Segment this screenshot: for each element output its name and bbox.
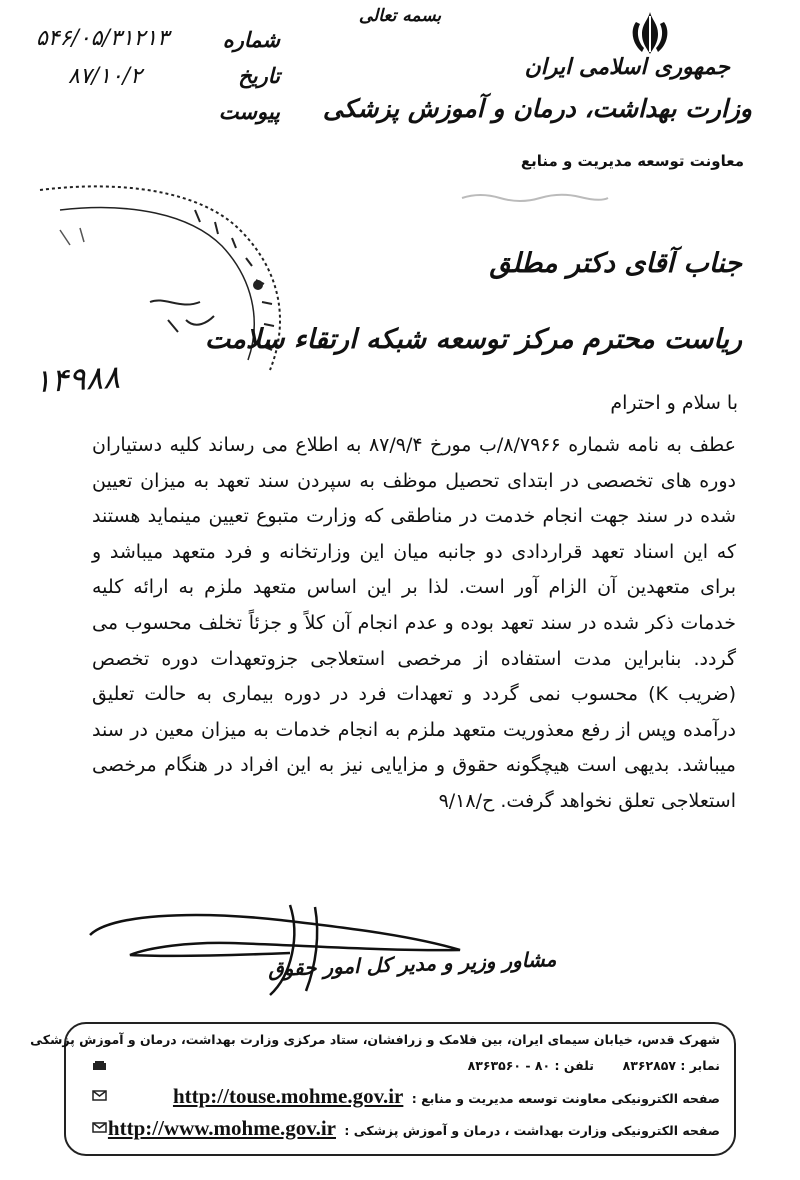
iran-emblem-icon bbox=[628, 8, 672, 58]
greeting: با سلام و احترام bbox=[610, 392, 738, 414]
footer-site1-label: صفحه الکترونیکی معاونت توسعه مدیریت و منابع : bbox=[411, 1091, 720, 1106]
bismillah: بسمه تعالی bbox=[358, 6, 442, 26]
letter-number: ۵۴۶/۰۵/۳۱۲۱۳ bbox=[36, 26, 169, 51]
footer-contact bbox=[468, 1058, 720, 1073]
deputy-title: معاونت توسعه مدیریت و منابع bbox=[520, 152, 744, 170]
footer-address: شهرک قدس، خیابان سیمای ایران، بین فلامک و زرافشان، ستاد مرکزی وزارت بهداشت، درمان و آموزش پزشکی bbox=[30, 1032, 720, 1047]
number-label: شماره bbox=[222, 28, 280, 52]
footer-site1-url[interactable]: http://touse.mohme.gov.ir bbox=[172, 1084, 404, 1108]
footer-box bbox=[30, 1022, 736, 1156]
mail-icon bbox=[92, 1122, 107, 1133]
republic-title: جمهوری اسلامی ایران bbox=[524, 54, 730, 80]
letter-body: عطف به نامه شماره ۸/۷۹۶۶/ب مورخ ۸۷/۹/۴ به اطلاع می رساند کلیه دستیاران دوره های تخصصی در ابتدای تحصیل موظف به سپردن سند تعهد به میزان تعیین شده در سند جهت انجام خدمت در مناطقی که وزارت متبوع تعیین مینماید هستند که این اسناد تعهد قراردادی دو جانبه میان این وزارتخانه و فرد متعهد میباشد و برای متعهدین آن الزام آور است. لذا بر این اساس متعهد ملزم به ارائه کلیه خدمات ذکر شده در سند تعهد بوده و عدم انجام آن کلاً و جزئاً تخلف محسوب می گردد. بنابراین مدت استفاده از مرخصی استعلاجی جزوتعهدات دوره تخصص (ضریب K) محسوب نمی گردد و تعهدات فرد در دوره بیماری به حالت تعلیق درآمده وپس از رفع معذوریت متعهد ملزم به انجام خدمات به میزان معین در سند میباشد. بدیهی است هیچگونه حقوق و مزایایی نیز به این افراد در هنگام مرخصی استعلاجی تعلق نخواهد گرفت. ح/۹/۱۸ bbox=[92, 434, 736, 812]
addressee-title: ریاست محترم مرکز توسعه شبکه ارتقاء سلامت bbox=[204, 324, 742, 355]
ministry-title: وزارت بهداشت، درمان و آموزش پزشکی bbox=[322, 94, 752, 123]
footer-site2 bbox=[108, 1116, 720, 1141]
footer-fax: نمابر : ۸۳۶۲۸۵۷ bbox=[622, 1058, 720, 1073]
signatory-title: مشاور وزیر و مدیر کل امور حقوق bbox=[267, 946, 557, 982]
registration-number: ۱۴۹۸۸ bbox=[33, 357, 121, 401]
letter-date: ۸۷/۱۰/۲ bbox=[68, 64, 142, 89]
footer-phone: تلفن : ۸۰ - ۸۳۶۳۵۶۰ bbox=[467, 1058, 594, 1073]
footer-site2-url[interactable]: http://www.mohme.gov.ir bbox=[107, 1116, 336, 1140]
addressee-name: جناب آقای دکتر مطلق bbox=[489, 248, 742, 279]
phone-icon bbox=[92, 1060, 107, 1071]
footer-site2-label: صفحه الکترونیکی وزارت بهداشت ، درمان و آموزش پزشکی : bbox=[344, 1123, 720, 1138]
date-label: تاریخ bbox=[238, 64, 280, 88]
mail-icon bbox=[92, 1090, 107, 1101]
attachment-label: پیوست bbox=[218, 100, 280, 124]
letter-meta bbox=[28, 24, 298, 134]
footer-site1 bbox=[173, 1084, 720, 1109]
signature-scribble bbox=[80, 895, 500, 1005]
faint-scan-line bbox=[460, 190, 610, 204]
